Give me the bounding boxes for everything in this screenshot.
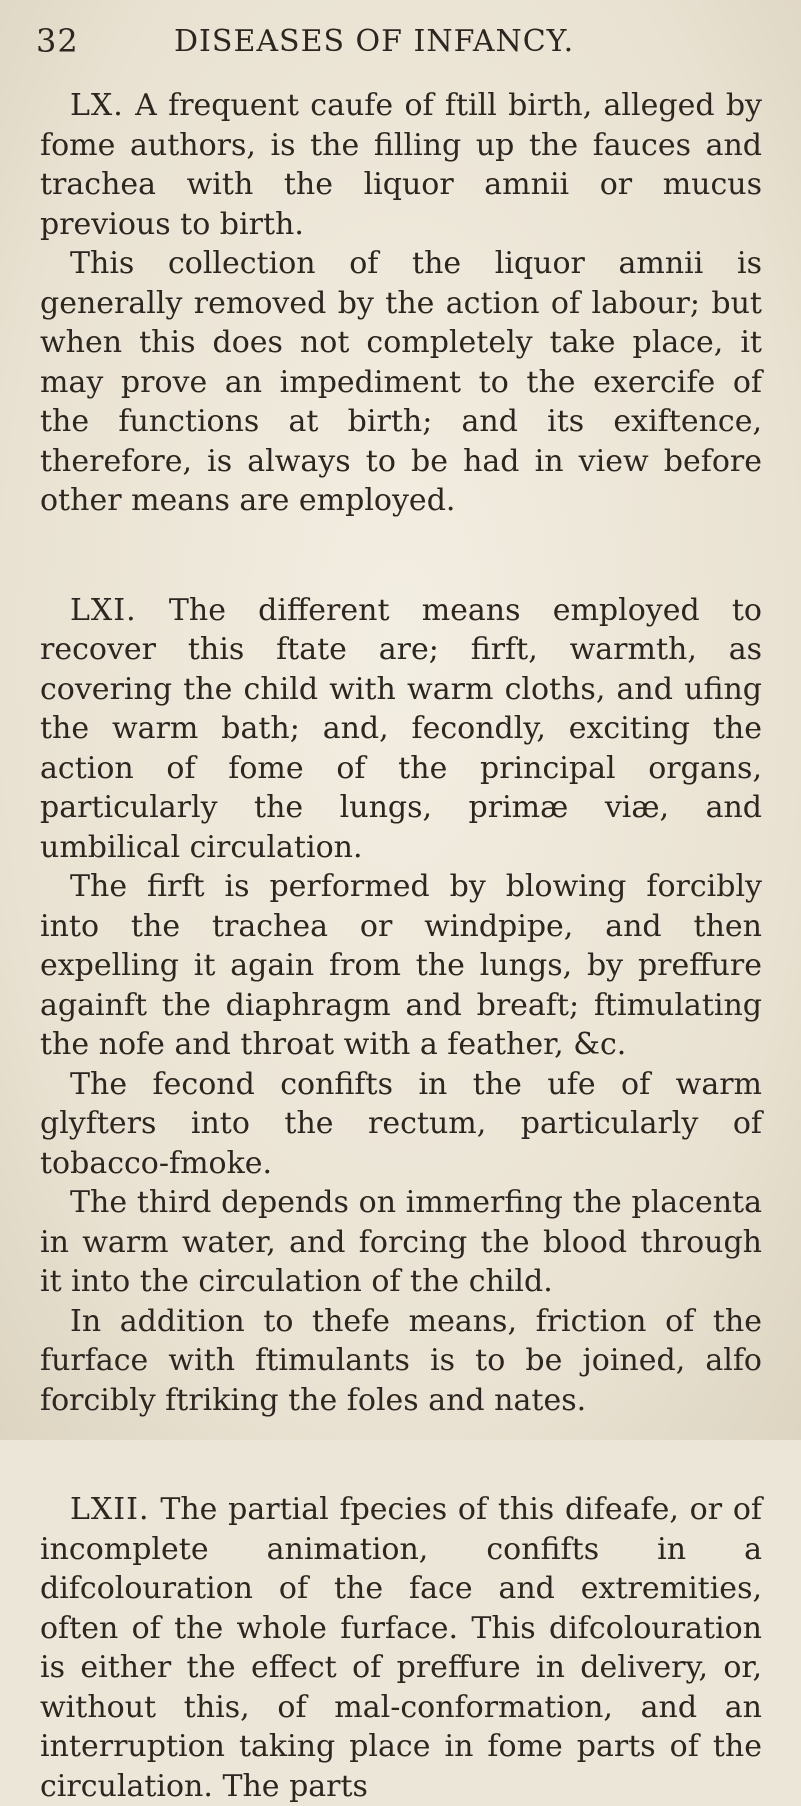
paragraph-number: LX. xyxy=(70,88,124,123)
body-text xyxy=(40,86,762,1806)
paragraph-text: The fecond confifts in the ufe of warm glyfters into the rectum, particularly of tobacco-fmoke. xyxy=(40,1066,762,1181)
paragraph-number: LXI. xyxy=(70,592,137,628)
paragraph-number: LXII. xyxy=(70,1492,150,1527)
paragraph-addition xyxy=(40,1302,762,1421)
paragraph-lxii xyxy=(40,1490,762,1806)
paragraph-text: The third depends on immerfing the placenta in warm water, and forcing the blood through it into the circulation of the child. xyxy=(40,1185,762,1299)
paragraph-text: In addition to thefe means, friction of the furface with ftimulants is to be joined, alfo forcibly ftriking the foles and nates. xyxy=(40,1303,762,1418)
running-head: DISEASES OF INFANCY. xyxy=(174,24,575,59)
paragraph-third-means xyxy=(40,1183,762,1302)
paragraph-first-means xyxy=(40,867,762,1065)
paragraph-text: The firft is performed by blowing forcibly into the trachea or windpipe, and then expelling it again from the lungs, by preffure againft the diaphragm and breaft; ftimulating the nofe and throat with a feather, &c. xyxy=(40,869,762,1062)
paragraph-text: The different means employed to recover this ftate are; firft, warmth, as covering the child with warm cloths, and ufing the warm bath; and, fecondly, exciting the action of fome of the principal organs, particularly the lungs, primæ viæ, and umbilical circulation. xyxy=(40,592,762,865)
paragraph-second-means xyxy=(40,1065,762,1184)
paragraph-lx xyxy=(40,86,762,244)
paragraph-text: A frequent caufe of ftill birth, alleged by fome authors, is the filling up the fauces and trachea with the liquor amnii or mucus previous to birth. xyxy=(40,88,762,242)
page-header xyxy=(36,14,736,68)
paragraph-text: This collection of the liquor amnii is generally removed by the action of labour; but when this does not completely take place, it may prove an impediment to the exercife of the functions at birth; and its exiftence, therefore, is always to be had in view before other means are employed. xyxy=(40,246,762,518)
paragraph-lx-continued xyxy=(40,244,762,521)
page-number: 32 xyxy=(36,22,79,60)
paragraph-lxi xyxy=(40,591,762,868)
paragraph-text: The partial fpecies of this difeafe, or of incomplete animation, confifts in a difcolouration of the face and extremities, often of the whole furface. This difcolouration is either the effect of preffure in delivery, or, without this, of mal-conformation, and an interruption taking place in fome parts of the circulation. The parts xyxy=(40,1492,762,1804)
